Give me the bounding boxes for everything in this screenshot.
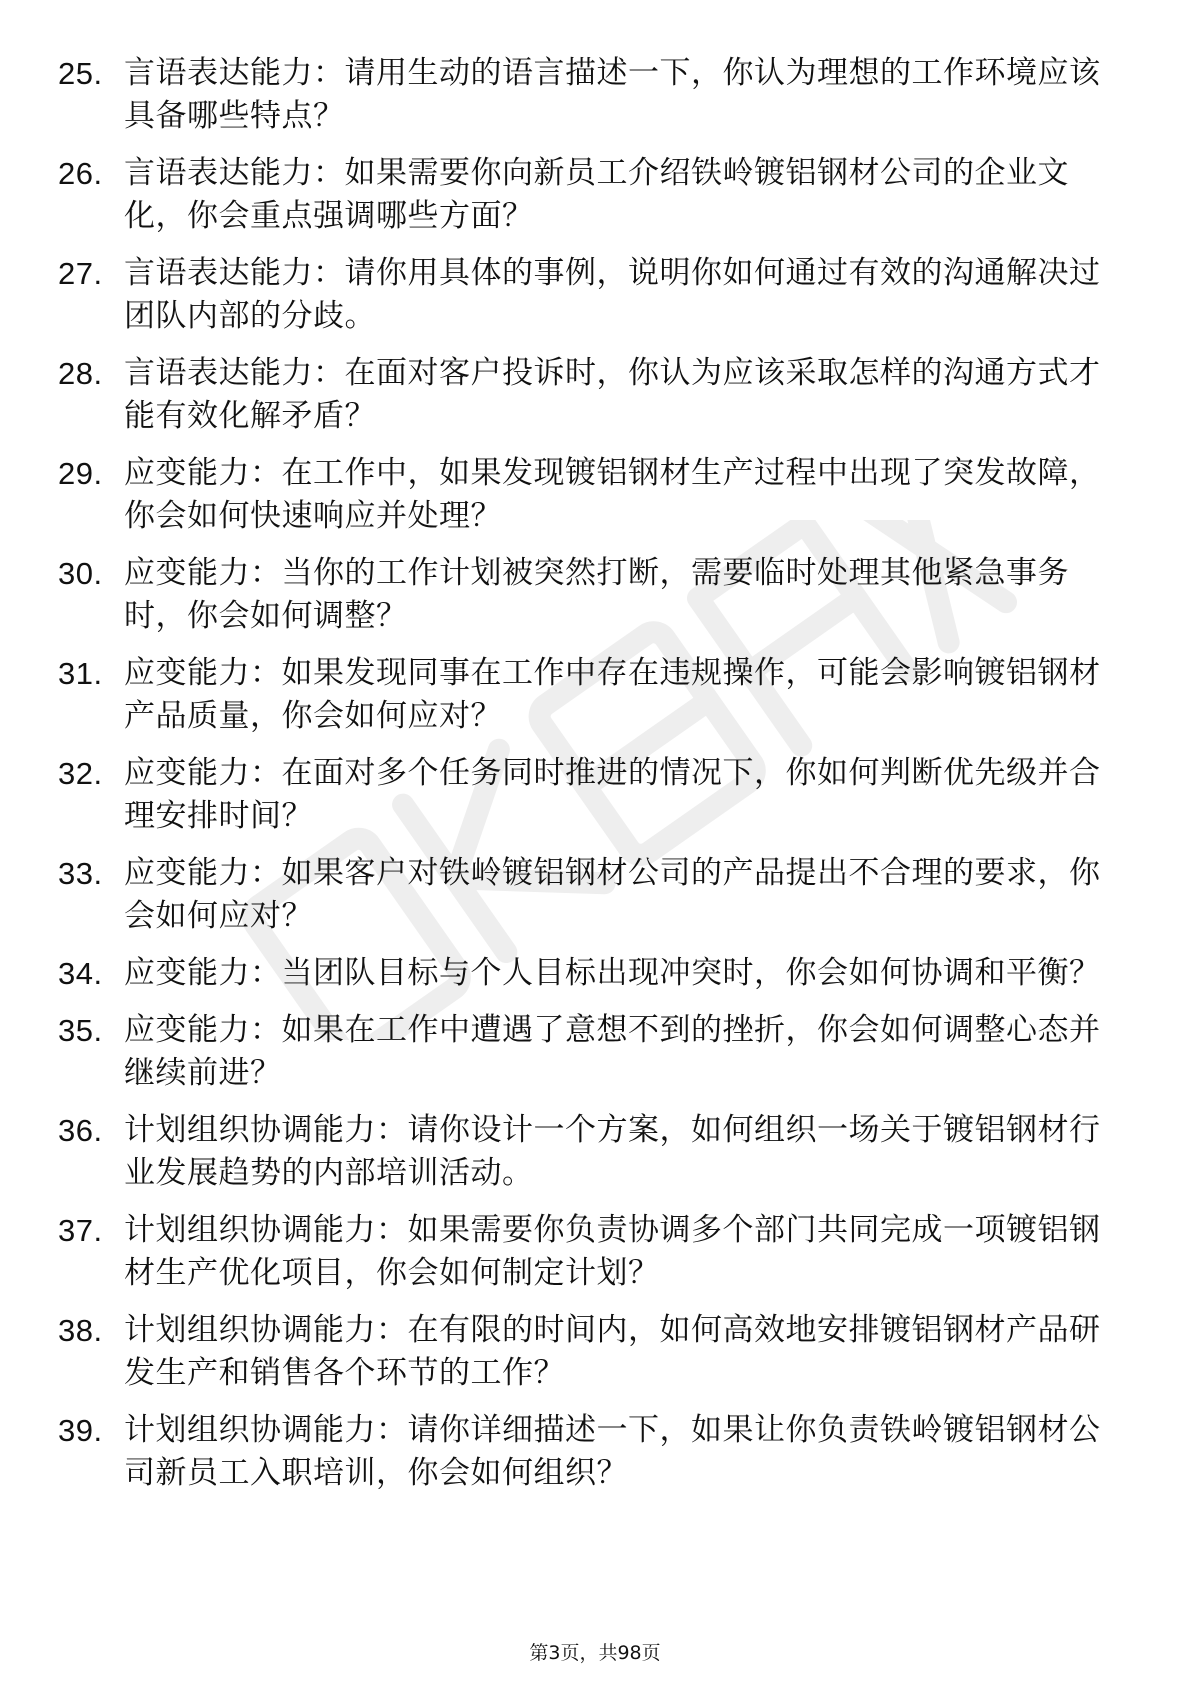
question-number: 36.: [58, 1113, 103, 1148]
question-number: 35.: [58, 1013, 103, 1048]
question-item: [58, 352, 1118, 438]
question-item: [58, 1209, 1118, 1295]
question-text: 言语表达能力：在面对客户投诉时，你认为应该采取怎样的沟通方式才能有效化解矛盾？: [124, 355, 1101, 434]
question-item: [58, 1109, 1118, 1195]
question-text: 计划组织协调能力：在有限的时间内，如何高效地安排镀铝钢材产品研发生产和销售各个环节的工作？: [124, 1312, 1101, 1391]
question-item: [58, 652, 1118, 738]
question-number: 34.: [58, 956, 103, 991]
page-footer: [0, 1638, 1190, 1665]
question-text: 应变能力：当团队目标与个人目标出现冲突时，你会如何协调和平衡？: [124, 955, 1101, 991]
question-text: 应变能力：如果客户对铁岭镀铝钢材公司的产品提出不合理的要求，你会如何应对？: [124, 855, 1101, 934]
question-text: 应变能力：当你的工作计划被突然打断，需要临时处理其他紧急事务时，你会如何调整？: [124, 555, 1069, 634]
question-number: 26.: [58, 156, 103, 191]
question-item: [58, 1409, 1118, 1495]
question-number: 28.: [58, 356, 103, 391]
question-number: 32.: [58, 756, 103, 791]
page-number-label: 第3页，共98页: [529, 1642, 661, 1664]
question-number: 27.: [58, 256, 103, 291]
question-number: 33.: [58, 856, 103, 891]
question-text: 应变能力：如果在工作中遭遇了意想不到的挫折，你会如何调整心态并继续前进？: [124, 1012, 1101, 1091]
question-number: 30.: [58, 556, 103, 591]
question-item: [58, 752, 1118, 838]
question-item: [58, 252, 1118, 338]
question-text: 应变能力：在面对多个任务同时推进的情况下，你如何判断优先级并合理安排时间？: [124, 755, 1101, 834]
question-number: 25.: [58, 56, 103, 91]
question-number: 29.: [58, 456, 103, 491]
question-number: 37.: [58, 1213, 103, 1248]
question-text: 应变能力：在工作中，如果发现镀铝钢材生产过程中出现了突发故障，你会如何快速响应并处理？: [124, 455, 1101, 534]
question-number: 39.: [58, 1413, 103, 1448]
question-item: [58, 552, 1118, 638]
question-list: [58, 52, 1118, 1509]
question-item: [58, 452, 1118, 538]
question-item: [58, 952, 1118, 995]
question-item: [58, 52, 1118, 138]
question-text: 言语表达能力：请你用具体的事例，说明你如何通过有效的沟通解决过团队内部的分歧。: [124, 255, 1101, 334]
question-text: 计划组织协调能力：请你详细描述一下，如果让你负责铁岭镀铝钢材公司新员工入职培训，你会如何组织？: [124, 1412, 1101, 1491]
question-item: [58, 1309, 1118, 1395]
question-number: 38.: [58, 1313, 103, 1348]
question-text: 计划组织协调能力：如果需要你负责协调多个部门共同完成一项镀铝钢材生产优化项目，你会如何制定计划？: [124, 1212, 1101, 1291]
question-text: 应变能力：如果发现同事在工作中存在违规操作，可能会影响镀铝钢材产品质量，你会如何应对？: [124, 655, 1101, 734]
question-text: 计划组织协调能力：请你设计一个方案，如何组织一场关于镀铝钢材行业发展趋势的内部培训活动。: [124, 1112, 1101, 1191]
question-item: [58, 152, 1118, 238]
question-text: 言语表达能力：如果需要你向新员工介绍铁岭镀铝钢材公司的企业文化，你会重点强调哪些方面？: [124, 155, 1069, 234]
question-item: [58, 1009, 1118, 1095]
question-item: [58, 852, 1118, 938]
question-number: 31.: [58, 656, 103, 691]
question-text: 言语表达能力：请用生动的语言描述一下，你认为理想的工作环境应该具备哪些特点？: [124, 55, 1101, 134]
